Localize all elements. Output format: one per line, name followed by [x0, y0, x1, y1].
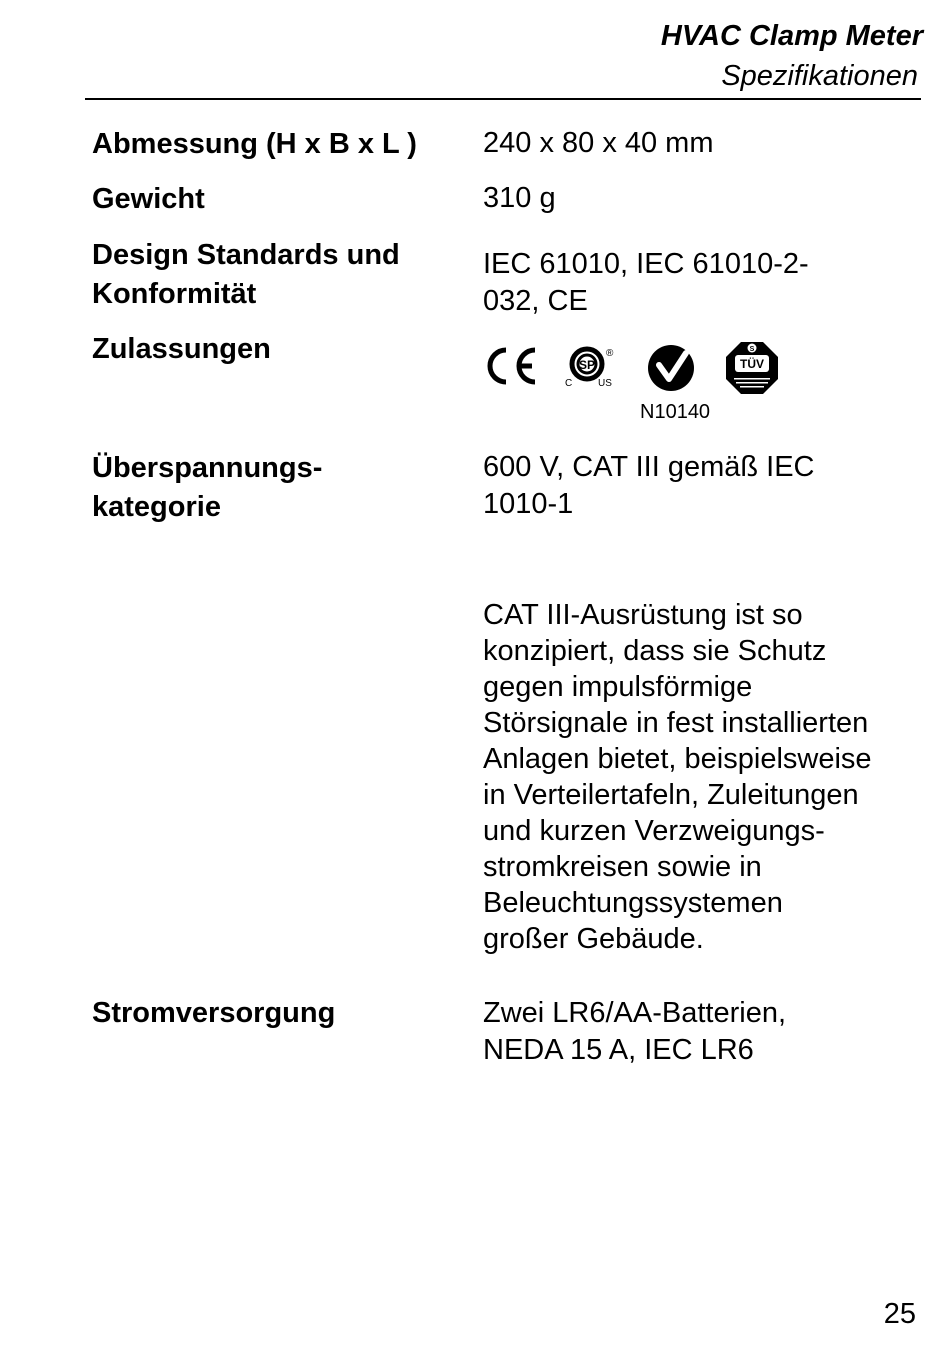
spec-value-dimensions: 240 x 80 x 40 mm — [483, 127, 714, 159]
description-line: Störsignale in fest installierten — [483, 707, 869, 739]
header-title: HVAC Clamp Meter — [660, 20, 923, 52]
cat-iii-description — [483, 597, 913, 957]
spec-label-dimensions: Abmessung (H x B x L ) — [92, 128, 417, 160]
approval-logos — [480, 338, 790, 398]
spec-value-standards-line1: IEC 61010, IEC 61010-2- — [483, 248, 809, 280]
csa-mark-us: US — [598, 378, 612, 389]
spec-value-weight: 310 g — [483, 182, 556, 214]
spec-label-standards — [92, 236, 462, 314]
spec-value-power — [483, 995, 913, 1069]
ce-mark-icon — [482, 344, 542, 388]
spec-label-power: Stromversorgung — [92, 997, 336, 1029]
description-line: gegen impulsförmige — [483, 671, 753, 703]
description-line: großer Gebäude. — [483, 923, 704, 955]
description-line: in Verteilertafeln, Zuleitungen — [483, 779, 859, 811]
description-line: konzipiert, dass sie Schutz — [483, 635, 827, 667]
approval-code: N10140 — [640, 401, 711, 423]
csa-mark-text: SP — [578, 358, 596, 372]
spec-label-standards-line1: Design Standards und — [92, 239, 400, 271]
description-line: stromkreisen sowie in — [483, 851, 762, 883]
description-line: und kurzen Verzweigungs- — [483, 815, 825, 847]
tuv-mark-s: S — [749, 346, 755, 353]
spec-value-standards — [483, 246, 913, 320]
description-line: CAT III-Ausrüstung ist so — [483, 599, 803, 631]
spec-value-overvoltage — [483, 449, 913, 523]
spec-label-approvals: Zulassungen — [92, 333, 271, 365]
header-subtitle: Spezifikationen — [721, 60, 918, 92]
spec-value-power-line2: NEDA 15 A, IEC LR6 — [483, 1034, 754, 1066]
spec-value-standards-line2: 032, CE — [483, 285, 588, 317]
page-number: 25 — [883, 1298, 916, 1330]
description-line: Anlagen bietet, beispielsweise — [483, 743, 872, 775]
spec-value-overvoltage-line2: 1010-1 — [483, 488, 574, 520]
csa-mark-icon — [564, 342, 624, 392]
c-tick-mark-icon — [646, 343, 698, 393]
description-line: Beleuchtungssystemen — [483, 887, 783, 919]
header-rule — [85, 98, 921, 100]
spec-label-overvoltage-line2: kategorie — [92, 491, 221, 523]
tuv-mark-text: TÜV — [740, 357, 764, 371]
csa-mark-c: C — [565, 378, 573, 389]
tuv-mark-icon — [724, 340, 780, 396]
spec-label-standards-line2: Konformität — [92, 278, 257, 310]
spec-value-overvoltage-line1: 600 V, CAT III gemäß IEC — [483, 451, 815, 483]
spec-label-overvoltage-line1: Überspannungs- — [92, 452, 323, 484]
spec-value-power-line1: Zwei LR6/AA-Batterien, — [483, 997, 787, 1029]
spec-label-overvoltage — [92, 449, 462, 527]
csa-mark-registered: ® — [606, 348, 614, 359]
spec-label-weight: Gewicht — [92, 183, 205, 215]
